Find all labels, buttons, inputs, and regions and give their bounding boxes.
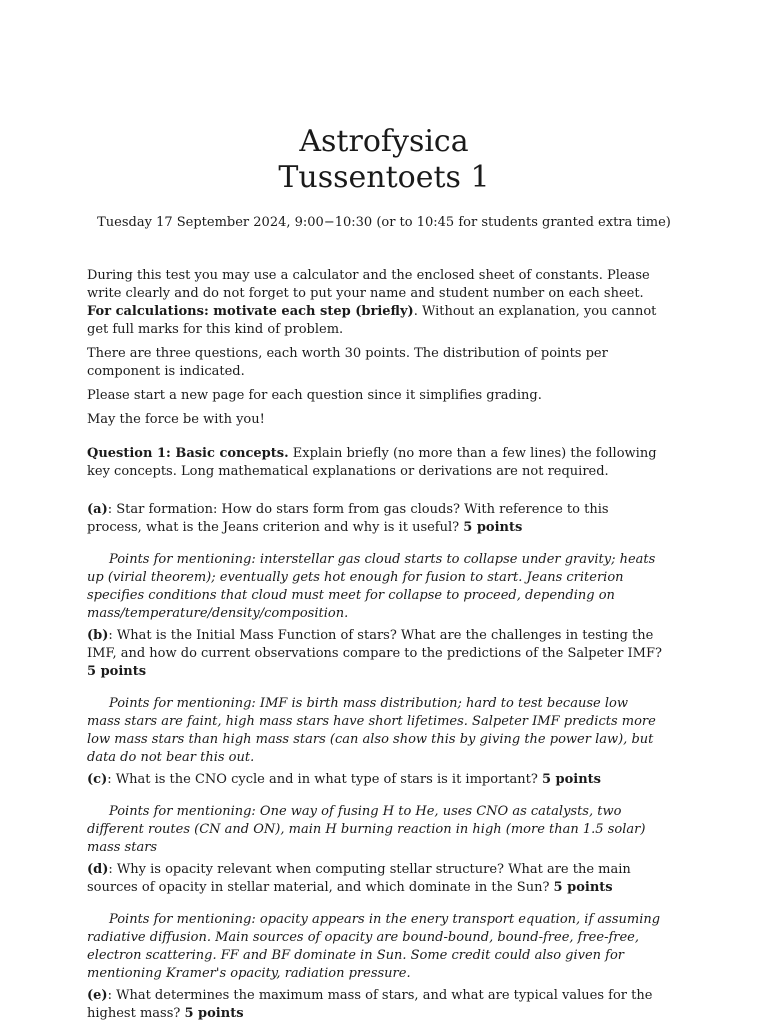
answer-note-d: Points for mentioning: opacity appears in the enery transport equation, if assuming radiative diffusion. Main sources of opacity are bound-bound, bound-free, free-free, electron scattering. FF and BF dominate in Sun. Some credit could also given for mentioning Kramer's opacity, radiation pressure. — [87, 912, 661, 981]
item-label: (c) — [87, 772, 108, 787]
exam-date: Tuesday 17 September 2024, 9:00−10:30 (or to 10:45 for students granted extra time) — [97, 215, 671, 230]
item-text: : Star formation: How do stars form from gas clouds? With reference to this process, what is the Jeans criterion and why is it useful? — [87, 502, 609, 535]
item-text: : Why is opacity relevant when computing stellar structure? What are the main sources of opacity in stellar material, and which dominate in the Sun? — [87, 862, 631, 895]
intro-paragraph-instructions — [87, 267, 662, 339]
item-label: (e) — [87, 988, 108, 1003]
item-text: : What determines the maximum mass of stars, and what are typical values for the highest mass? — [87, 988, 653, 1021]
answer-note-b: Points for mentioning: IMF is birth mass distribution; hard to test because low mass stars are faint, high mass stars have short lifetimes. Salpeter IMF predicts more low mass stars than high mass stars (can also show this by giving the power law), but data do not bear this out. — [87, 696, 656, 765]
item-label: (b) — [87, 628, 109, 643]
item-points: 5 points — [553, 880, 613, 895]
item-points: 5 points — [541, 772, 601, 787]
item-text: : What is the CNO cycle and in what type of stars is it important? — [107, 772, 542, 787]
question-1-intro — [87, 445, 662, 481]
question-item-c — [87, 771, 662, 789]
question-item-e — [87, 987, 662, 1023]
intro-paragraph-force: May the force be with you! — [87, 412, 265, 427]
intro-paragraph-points: There are three questions, each worth 30 points. The distribution of points per component is indicated. — [87, 346, 608, 379]
exam-body — [87, 267, 662, 1023]
title-course: Astrofysica — [299, 124, 469, 159]
question-1-heading: Question 1: Basic concepts. — [87, 446, 289, 461]
answer-note-c: Points for mentioning: One way of fusing H to He, uses CNO as catalysts, two different routes (CN and ON), main H burning reaction in high (more than 1.5 solar) mass stars — [87, 804, 646, 855]
intro-text-end: . Without an explanation, you cannot get full marks for this kind of problem. — [87, 304, 657, 337]
item-label: (a) — [87, 502, 108, 517]
question-1-text: Explain briefly (no more than a few lines) the following key concepts. Long mathematical explanations or derivations are not required. — [87, 446, 657, 479]
question-item-d — [87, 861, 662, 897]
intro-paragraph-new-page: Please start a new page for each question since it simplifies grading. — [87, 388, 542, 403]
intro-bold-text: For calculations: motivate each step (briefly) — [87, 304, 414, 319]
document-title — [0, 124, 768, 196]
question-item-b — [87, 627, 662, 681]
item-points: 5 points — [87, 664, 147, 679]
question-item-a — [87, 501, 662, 537]
intro-text: During this test you may use a calculator and the enclosed sheet of constants. Please write clearly and do not forget to put your name and student number on each sheet. — [87, 268, 650, 301]
item-points: 5 points — [463, 520, 523, 535]
item-text: : What is the Initial Mass Function of stars? What are the challenges in testing the IMF, and how do current observations compare to the predictions of the Salpeter IMF? — [87, 628, 662, 661]
title-test: Tussentoets 1 — [278, 160, 490, 195]
item-points: 5 points — [184, 1006, 244, 1021]
item-label: (d) — [87, 862, 109, 877]
answer-note-a: Points for mentioning: interstellar gas cloud starts to collapse under gravity; heats up (virial theorem); eventually gets hot enough for fusion to start. Jeans criterion specifies conditions that cloud must meet for collapse to proceed, depending on mass/temperature/density/composition. — [87, 552, 656, 621]
